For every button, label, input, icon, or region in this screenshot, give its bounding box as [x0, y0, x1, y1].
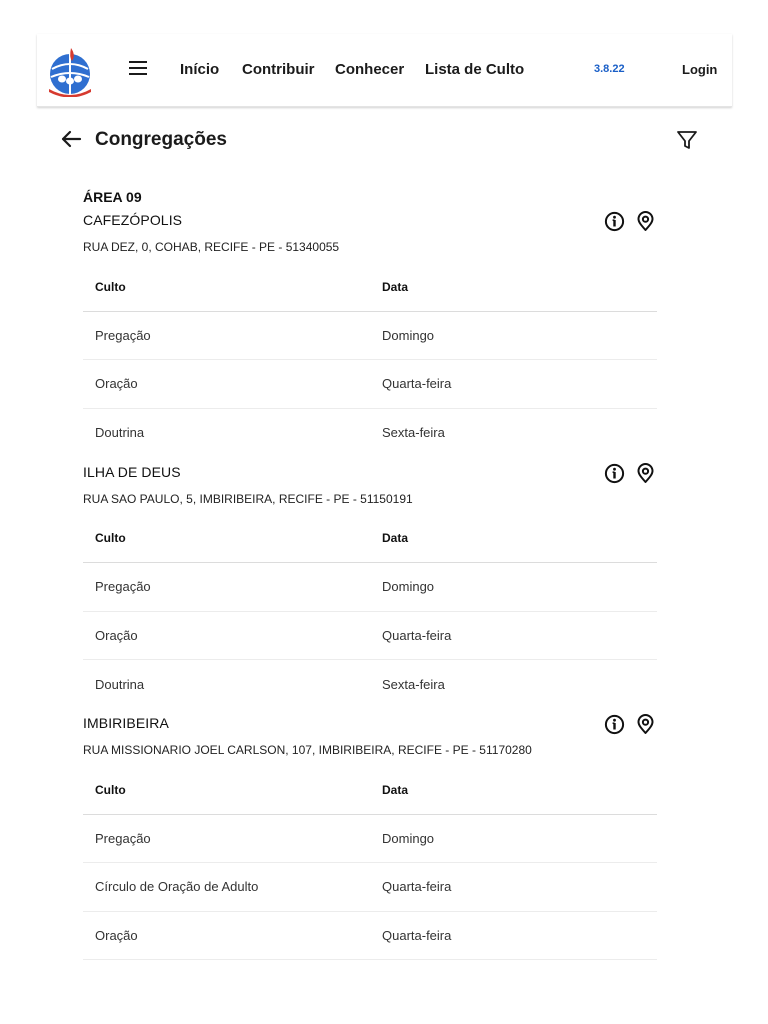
congregation-list [83, 187, 657, 960]
app-bar [37, 34, 732, 107]
column-header-data: Data [370, 515, 657, 563]
congregation-card [83, 710, 657, 960]
nav-conhecer[interactable]: Conhecer [335, 61, 405, 78]
congregation-name: IMBIRIBEIRA [83, 715, 169, 731]
hamburger-menu-icon[interactable] [127, 58, 149, 80]
page-title: Congregações [95, 129, 227, 150]
table-row [83, 408, 657, 457]
info-icon[interactable] [604, 463, 625, 484]
worship-schedule-table [83, 766, 657, 960]
table-row [83, 360, 657, 409]
cell-culto: Oração [83, 611, 370, 660]
app-version: 3.8.22 [594, 63, 625, 75]
cell-culto: Pregação [83, 311, 370, 360]
church-logo-icon[interactable] [43, 45, 97, 97]
cell-data: Domingo [370, 814, 657, 863]
cell-culto: Pregação [83, 563, 370, 612]
page-header [60, 125, 705, 155]
nav-inicio[interactable]: Início [180, 61, 220, 78]
table-row [83, 911, 657, 960]
table-row [83, 863, 657, 912]
cell-data: Sexta-feira [382, 676, 445, 692]
congregation-address: RUA MISSIONARIO JOEL CARLSON, 107, IMBIRIBEIRA, RECIFE - PE - 51170280 [83, 743, 532, 757]
login-link[interactable]: Login [682, 62, 718, 77]
congregation-name: CAFEZÓPOLIS [83, 212, 183, 228]
worship-schedule-table [83, 263, 657, 457]
info-icon[interactable] [604, 714, 625, 735]
table-row [83, 660, 657, 709]
cell-culto: Doutrina [95, 425, 145, 440]
congregation-address: RUA DEZ, 0, COHAB, RECIFE - PE - 51340055 [83, 240, 340, 254]
cell-data: Domingo [370, 563, 657, 612]
congregation-address: RUA SAO PAULO, 5, IMBIRIBEIRA, RECIFE - PE - 51150191 [83, 491, 413, 506]
cell-culto: Oração [83, 911, 370, 960]
congregation-card [83, 207, 657, 457]
cell-culto: Oração [83, 360, 370, 409]
filter-icon[interactable] [675, 128, 699, 152]
cell-data: Quarta-feira [370, 863, 657, 912]
table-row [83, 311, 657, 360]
column-header-culto: Culto [83, 766, 370, 814]
worship-schedule-table [83, 515, 657, 709]
cell-data: Quarta-feira [370, 911, 657, 960]
nav-contribuir[interactable]: Contribuir [242, 61, 315, 78]
arrow-left-icon[interactable] [60, 128, 82, 150]
nav-lista-de-culto[interactable]: Lista de Culto [425, 61, 525, 78]
table-row [83, 563, 657, 612]
cell-data: Sexta-feira [382, 425, 445, 440]
table-row [83, 611, 657, 660]
info-icon[interactable] [604, 211, 625, 232]
location-pin-icon[interactable] [635, 211, 656, 232]
location-pin-icon[interactable] [635, 463, 656, 484]
cell-culto: Círculo de Oração de Adulto [83, 863, 370, 912]
table-row [83, 814, 657, 863]
cell-culto: Doutrina [95, 676, 145, 692]
cell-data: Quarta-feira [370, 611, 657, 660]
cell-culto: Pregação [83, 814, 370, 863]
cell-data: Quarta-feira [370, 360, 657, 409]
area-title: ÁREA 09 [83, 189, 142, 205]
location-pin-icon[interactable] [635, 714, 656, 735]
congregation-card [83, 459, 657, 709]
congregation-name: ILHA DE DEUS [83, 463, 181, 480]
column-header-data: Data [370, 766, 657, 814]
column-header-culto: Culto [83, 263, 370, 311]
column-header-culto: Culto [83, 515, 370, 563]
cell-data: Domingo [370, 311, 657, 360]
column-header-data: Data [370, 263, 657, 311]
